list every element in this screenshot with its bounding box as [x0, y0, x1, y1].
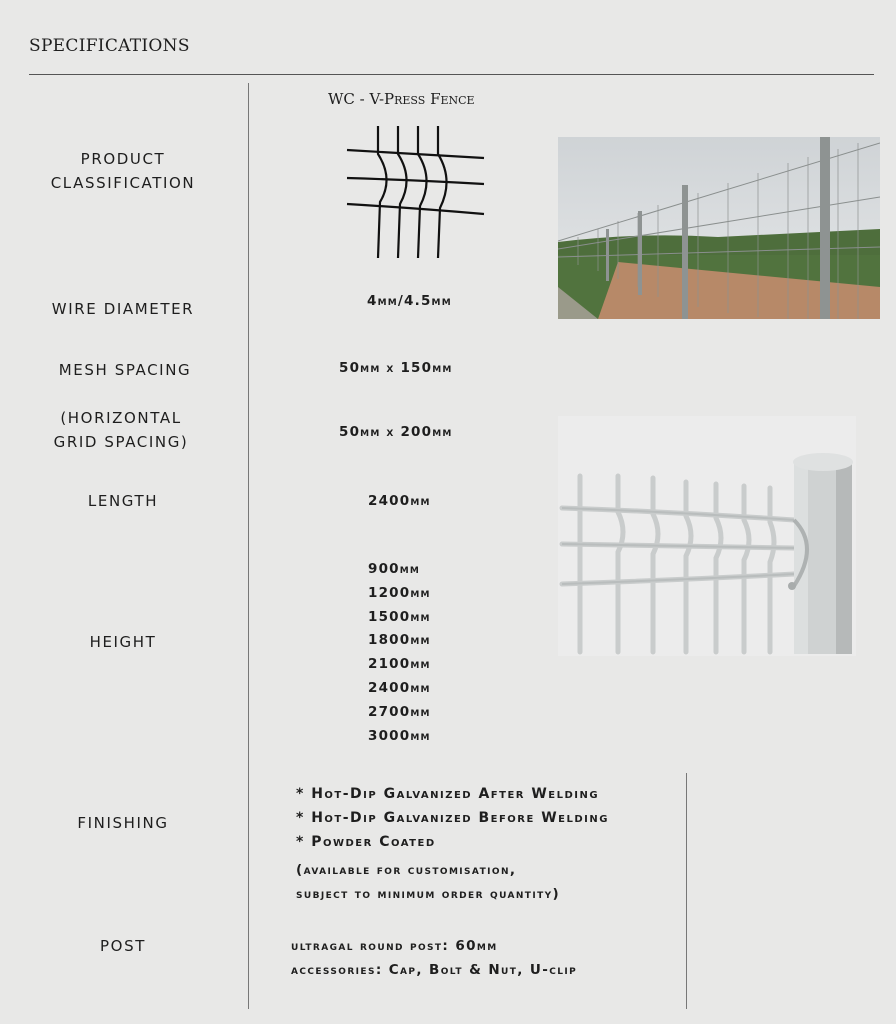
finishing-options	[296, 782, 609, 906]
height-value: 3000mm	[368, 727, 431, 744]
length-value: 2400mm	[368, 493, 431, 509]
horizontal-grid-spacing-value: 50mm x 200mm	[339, 424, 453, 440]
height-value: 2100mm	[368, 656, 431, 673]
length-label: LENGTH	[87, 492, 159, 510]
mesh-spacing-value: 50mm x 150mm	[339, 360, 453, 376]
page-title: SPECIFICATIONS	[29, 36, 190, 56]
height-value: 1200mm	[368, 584, 431, 601]
customisation-note-line1: (available for customisation,	[296, 862, 517, 878]
finishing-label: FINISHING	[77, 814, 169, 832]
fence-line-photo	[558, 137, 880, 319]
wire-diameter-label: WIRE DIAMETER	[51, 300, 195, 318]
height-value: 900mm	[368, 561, 421, 577]
wire-diameter-value: 4mm/4.5mm	[367, 293, 452, 309]
height-values-list	[368, 558, 431, 748]
height-value: 1800mm	[368, 632, 431, 649]
post-spec: ultragal round post: 60mm	[291, 938, 498, 954]
post-details	[291, 934, 577, 982]
panel-post-photo	[558, 416, 856, 656]
product-name: WC - V-Press Fence	[328, 90, 475, 108]
finishing-option: * Powder Coated	[296, 834, 436, 850]
finishing-option: * Hot-Dip Galvanized After Welding	[296, 786, 600, 802]
height-label: HEIGHT	[89, 633, 157, 651]
post-label: POST	[100, 937, 146, 955]
height-value: 2400mm	[368, 679, 431, 696]
height-value: 2700mm	[368, 703, 431, 720]
finishing-column-divider	[686, 773, 687, 1009]
header-divider	[29, 74, 874, 75]
mesh-spacing-label: MESH SPACING	[58, 361, 192, 379]
customisation-note-line2: subject to minimum order quantity)	[296, 886, 561, 902]
v-press-mesh-icon	[344, 124, 488, 260]
finishing-option: * Hot-Dip Galvanized Before Welding	[296, 810, 609, 826]
height-value: 1500mm	[368, 608, 431, 625]
label-column-divider	[248, 83, 249, 1009]
horizontal-grid-spacing-label: (HORIZONTAL GRID SPACING)	[53, 409, 189, 451]
post-accessories: accessories: Cap, Bolt & Nut, U-clip	[291, 962, 578, 978]
product-classification-label: PRODUCT CLASSIFICATION	[50, 150, 196, 192]
